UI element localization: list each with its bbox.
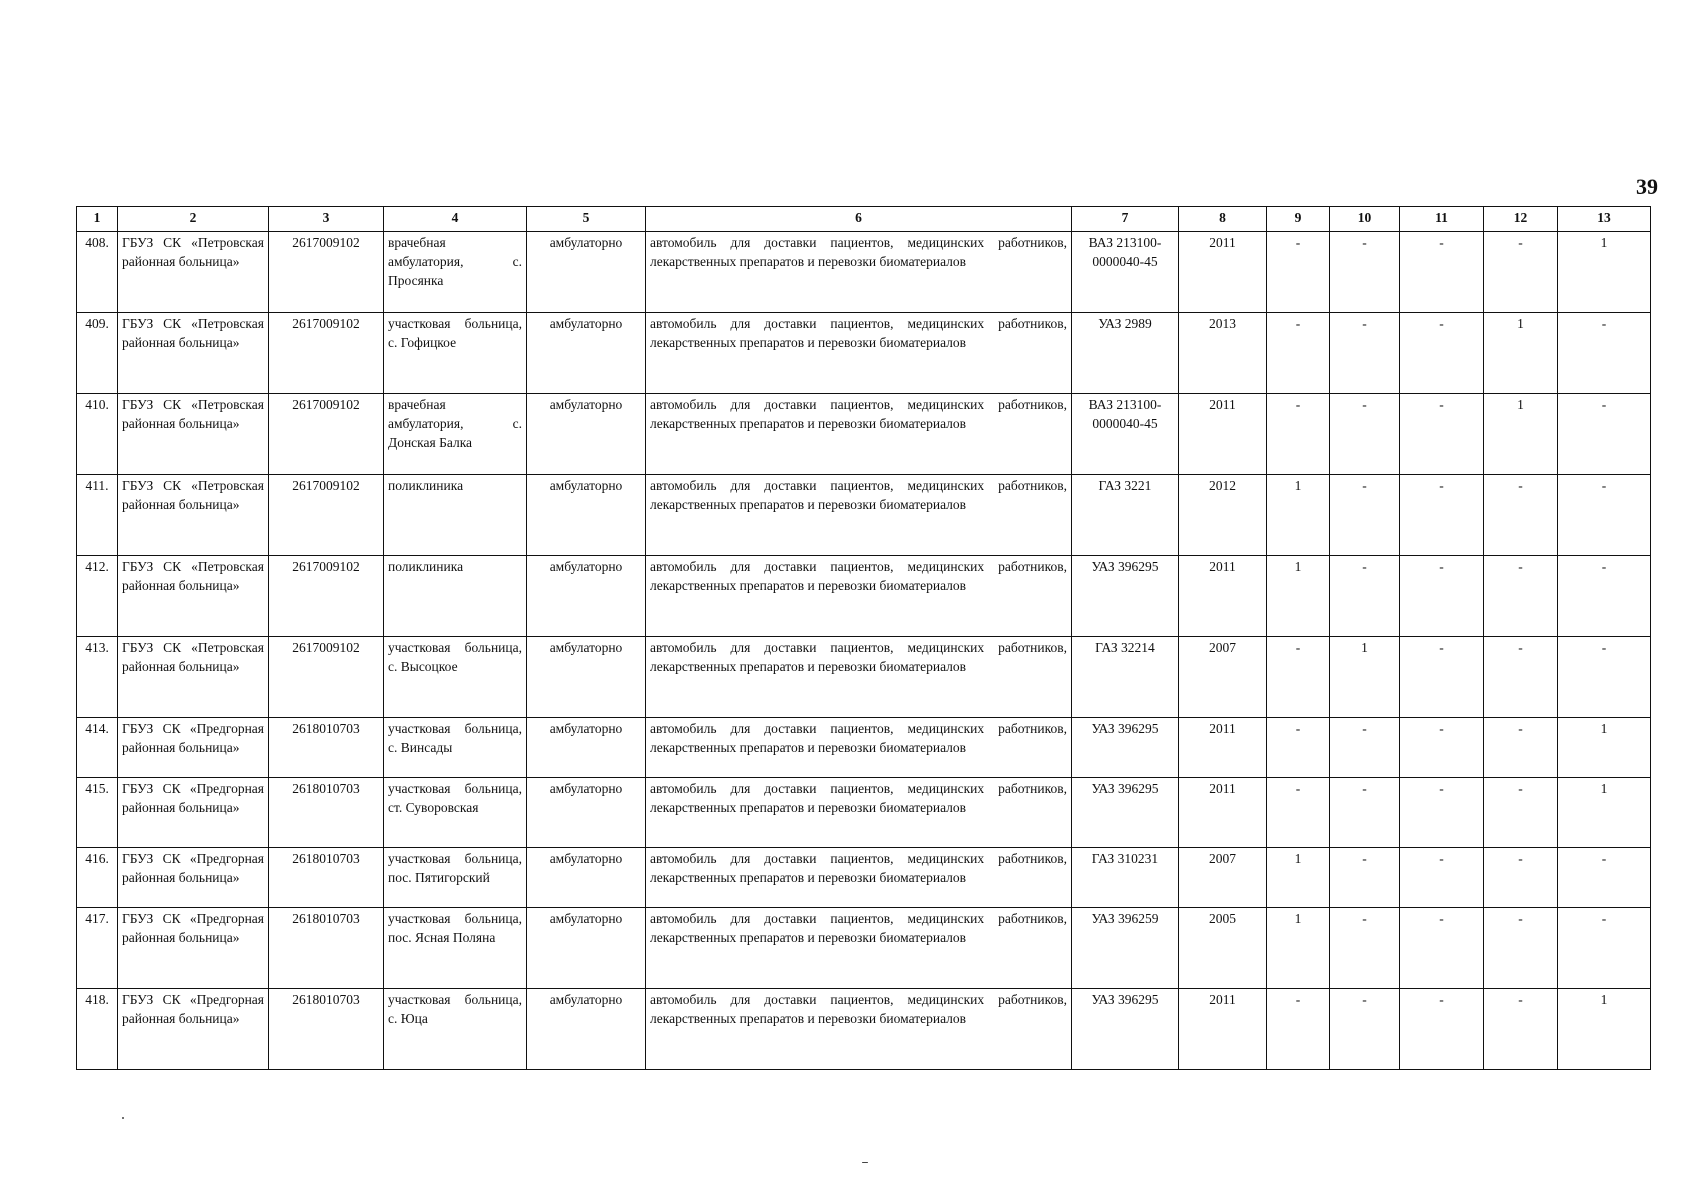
col9-cell: - xyxy=(1267,718,1330,778)
purpose-cell: автомобиль для доставки пациентов, медицинских работников, лекарственных препаратов и перевозки биоматериалов xyxy=(646,556,1072,637)
row-number: 409. xyxy=(77,313,118,394)
col11-cell: - xyxy=(1400,313,1484,394)
purpose-cell: автомобиль для доставки пациентов, медицинских работников, лекарственных препаратов и перевозки биоматериалов xyxy=(646,718,1072,778)
vehicle-model-cell: УАЗ 396259 xyxy=(1072,908,1179,989)
column-number-header: 7 xyxy=(1072,207,1179,232)
vehicle-model-cell: ВАЗ 213100-0000040-45 xyxy=(1072,394,1179,475)
table-row xyxy=(77,848,1651,908)
year-cell: 2011 xyxy=(1179,232,1267,313)
col12-cell: - xyxy=(1484,989,1558,1070)
vehicle-model-cell: ВАЗ 213100-0000040-45 xyxy=(1072,232,1179,313)
col12-cell: - xyxy=(1484,778,1558,848)
col9-cell: 1 xyxy=(1267,908,1330,989)
col9-cell: - xyxy=(1267,394,1330,475)
vehicle-model-cell: УАЗ 396295 xyxy=(1072,778,1179,848)
subdivision-cell: участковая больница, с. Винсады xyxy=(384,718,527,778)
col9-cell: - xyxy=(1267,778,1330,848)
col13-cell: - xyxy=(1558,313,1651,394)
year-cell: 2011 xyxy=(1179,556,1267,637)
care-mode-cell: амбулаторно xyxy=(527,778,646,848)
subdivision-cell: врачебная амбулатория, с. Просянка xyxy=(384,232,527,313)
subdivision-cell: поликлиника xyxy=(384,556,527,637)
col10-cell: - xyxy=(1330,989,1400,1070)
inn-cell: 2618010703 xyxy=(269,989,384,1070)
subdivision-cell: врачебная амбулатория, с. Донская Балка xyxy=(384,394,527,475)
row-number: 408. xyxy=(77,232,118,313)
row-number: 417. xyxy=(77,908,118,989)
care-mode-cell: амбулаторно xyxy=(527,908,646,989)
subdivision-cell: участковая больница, ст. Суворовская xyxy=(384,778,527,848)
organization-cell: ГБУЗ СК «Предгорная районная больница» xyxy=(118,718,269,778)
vehicle-model-cell: УАЗ 396295 xyxy=(1072,989,1179,1070)
col13-cell: - xyxy=(1558,394,1651,475)
subdivision-cell: участковая больница, с. Высоцкое xyxy=(384,637,527,718)
col11-cell: - xyxy=(1400,778,1484,848)
col13-cell: - xyxy=(1558,848,1651,908)
table-row xyxy=(77,475,1651,556)
inn-cell: 2617009102 xyxy=(269,232,384,313)
col13-cell: - xyxy=(1558,475,1651,556)
year-cell: 2013 xyxy=(1179,313,1267,394)
table-row xyxy=(77,394,1651,475)
col12-cell: 1 xyxy=(1484,313,1558,394)
row-number: 414. xyxy=(77,718,118,778)
table-row xyxy=(77,989,1651,1070)
col9-cell: - xyxy=(1267,637,1330,718)
organization-cell: ГБУЗ СК «Петровская районная больница» xyxy=(118,232,269,313)
col10-cell: - xyxy=(1330,232,1400,313)
col10-cell: - xyxy=(1330,394,1400,475)
col11-cell: - xyxy=(1400,718,1484,778)
column-number-header: 10 xyxy=(1330,207,1400,232)
inn-cell: 2618010703 xyxy=(269,848,384,908)
table-body xyxy=(77,232,1651,1070)
col10-cell: - xyxy=(1330,475,1400,556)
care-mode-cell: амбулаторно xyxy=(527,556,646,637)
purpose-cell: автомобиль для доставки пациентов, медицинских работников, лекарственных препаратов и перевозки биоматериалов xyxy=(646,394,1072,475)
organization-cell: ГБУЗ СК «Петровская районная больница» xyxy=(118,556,269,637)
col13-cell: 1 xyxy=(1558,718,1651,778)
vehicle-model-cell: УАЗ 2989 xyxy=(1072,313,1179,394)
table-row xyxy=(77,556,1651,637)
year-cell: 2011 xyxy=(1179,989,1267,1070)
col13-cell: - xyxy=(1558,908,1651,989)
scan-speck xyxy=(122,1117,124,1119)
col11-cell: - xyxy=(1400,989,1484,1070)
vehicle-model-cell: ГАЗ 32214 xyxy=(1072,637,1179,718)
col9-cell: - xyxy=(1267,232,1330,313)
col11-cell: - xyxy=(1400,394,1484,475)
subdivision-cell: участковая больница, пос. Ясная Поляна xyxy=(384,908,527,989)
year-cell: 2011 xyxy=(1179,718,1267,778)
subdivision-cell: участковая больница, с. Юца xyxy=(384,989,527,1070)
column-number-header: 8 xyxy=(1179,207,1267,232)
col10-cell: - xyxy=(1330,908,1400,989)
column-number-header: 6 xyxy=(646,207,1072,232)
care-mode-cell: амбулаторно xyxy=(527,989,646,1070)
inn-cell: 2617009102 xyxy=(269,313,384,394)
row-number: 411. xyxy=(77,475,118,556)
col10-cell: - xyxy=(1330,556,1400,637)
vehicle-model-cell: ГАЗ 310231 xyxy=(1072,848,1179,908)
table-row xyxy=(77,637,1651,718)
organization-cell: ГБУЗ СК «Петровская районная больница» xyxy=(118,313,269,394)
purpose-cell: автомобиль для доставки пациентов, медицинских работников, лекарственных препаратов и перевозки биоматериалов xyxy=(646,989,1072,1070)
inn-cell: 2618010703 xyxy=(269,778,384,848)
subdivision-cell: участковая больница, с. Гофицкое xyxy=(384,313,527,394)
col9-cell: - xyxy=(1267,989,1330,1070)
col12-cell: - xyxy=(1484,232,1558,313)
table-row xyxy=(77,313,1651,394)
col9-cell: - xyxy=(1267,313,1330,394)
care-mode-cell: амбулаторно xyxy=(527,475,646,556)
col11-cell: - xyxy=(1400,556,1484,637)
care-mode-cell: амбулаторно xyxy=(527,232,646,313)
inn-cell: 2617009102 xyxy=(269,475,384,556)
organization-cell: ГБУЗ СК «Предгорная районная больница» xyxy=(118,778,269,848)
col11-cell: - xyxy=(1400,848,1484,908)
purpose-cell: автомобиль для доставки пациентов, медицинских работников, лекарственных препаратов и перевозки биоматериалов xyxy=(646,475,1072,556)
year-cell: 2012 xyxy=(1179,475,1267,556)
row-number: 415. xyxy=(77,778,118,848)
col13-cell: 1 xyxy=(1558,778,1651,848)
column-number-header-row xyxy=(77,207,1651,232)
col12-cell: - xyxy=(1484,908,1558,989)
organization-cell: ГБУЗ СК «Предгорная районная больница» xyxy=(118,908,269,989)
organization-cell: ГБУЗ СК «Предгорная районная больница» xyxy=(118,989,269,1070)
col10-cell: - xyxy=(1330,313,1400,394)
care-mode-cell: амбулаторно xyxy=(527,394,646,475)
row-number: 413. xyxy=(77,637,118,718)
col9-cell: 1 xyxy=(1267,475,1330,556)
inn-cell: 2617009102 xyxy=(269,556,384,637)
col9-cell: 1 xyxy=(1267,848,1330,908)
col9-cell: 1 xyxy=(1267,556,1330,637)
care-mode-cell: амбулаторно xyxy=(527,718,646,778)
inn-cell: 2618010703 xyxy=(269,908,384,989)
scan-speck xyxy=(862,1162,868,1163)
column-number-header: 9 xyxy=(1267,207,1330,232)
year-cell: 2007 xyxy=(1179,637,1267,718)
year-cell: 2011 xyxy=(1179,778,1267,848)
row-number: 412. xyxy=(77,556,118,637)
page-number: 39 xyxy=(1636,174,1658,199)
subdivision-cell: поликлиника xyxy=(384,475,527,556)
purpose-cell: автомобиль для доставки пациентов, медицинских работников, лекарственных препаратов и перевозки биоматериалов xyxy=(646,908,1072,989)
column-number-header: 4 xyxy=(384,207,527,232)
inn-cell: 2617009102 xyxy=(269,637,384,718)
col10-cell: - xyxy=(1330,778,1400,848)
col12-cell: - xyxy=(1484,848,1558,908)
col13-cell: - xyxy=(1558,637,1651,718)
col11-cell: - xyxy=(1400,232,1484,313)
care-mode-cell: амбулаторно xyxy=(527,313,646,394)
row-number: 418. xyxy=(77,989,118,1070)
col13-cell: - xyxy=(1558,556,1651,637)
vehicle-register-table xyxy=(76,206,1651,1070)
organization-cell: ГБУЗ СК «Петровская районная больница» xyxy=(118,637,269,718)
care-mode-cell: амбулаторно xyxy=(527,848,646,908)
inn-cell: 2618010703 xyxy=(269,718,384,778)
column-number-header: 2 xyxy=(118,207,269,232)
vehicle-model-cell: УАЗ 396295 xyxy=(1072,718,1179,778)
col13-cell: 1 xyxy=(1558,989,1651,1070)
organization-cell: ГБУЗ СК «Петровская районная больница» xyxy=(118,394,269,475)
col11-cell: - xyxy=(1400,637,1484,718)
subdivision-cell: участковая больница, пос. Пятигорский xyxy=(384,848,527,908)
purpose-cell: автомобиль для доставки пациентов, медицинских работников, лекарственных препаратов и перевозки биоматериалов xyxy=(646,232,1072,313)
purpose-cell: автомобиль для доставки пациентов, медицинских работников, лекарственных препаратов и перевозки биоматериалов xyxy=(646,637,1072,718)
row-number: 410. xyxy=(77,394,118,475)
col13-cell: 1 xyxy=(1558,232,1651,313)
purpose-cell: автомобиль для доставки пациентов, медицинских работников, лекарственных препаратов и перевозки биоматериалов xyxy=(646,848,1072,908)
col12-cell: - xyxy=(1484,475,1558,556)
care-mode-cell: амбулаторно xyxy=(527,637,646,718)
column-number-header: 5 xyxy=(527,207,646,232)
col10-cell: 1 xyxy=(1330,637,1400,718)
year-cell: 2007 xyxy=(1179,848,1267,908)
col10-cell: - xyxy=(1330,718,1400,778)
table-row xyxy=(77,908,1651,989)
col12-cell: 1 xyxy=(1484,394,1558,475)
vehicle-model-cell: УАЗ 396295 xyxy=(1072,556,1179,637)
organization-cell: ГБУЗ СК «Предгорная районная больница» xyxy=(118,848,269,908)
organization-cell: ГБУЗ СК «Петровская районная больница» xyxy=(118,475,269,556)
purpose-cell: автомобиль для доставки пациентов, медицинских работников, лекарственных препаратов и перевозки биоматериалов xyxy=(646,778,1072,848)
col11-cell: - xyxy=(1400,475,1484,556)
table-row xyxy=(77,778,1651,848)
col12-cell: - xyxy=(1484,556,1558,637)
year-cell: 2005 xyxy=(1179,908,1267,989)
col12-cell: - xyxy=(1484,718,1558,778)
column-number-header: 13 xyxy=(1558,207,1651,232)
col12-cell: - xyxy=(1484,637,1558,718)
table-row xyxy=(77,718,1651,778)
inn-cell: 2617009102 xyxy=(269,394,384,475)
year-cell: 2011 xyxy=(1179,394,1267,475)
column-number-header: 11 xyxy=(1400,207,1484,232)
column-number-header: 1 xyxy=(77,207,118,232)
purpose-cell: автомобиль для доставки пациентов, медицинских работников, лекарственных препаратов и перевозки биоматериалов xyxy=(646,313,1072,394)
column-number-header: 12 xyxy=(1484,207,1558,232)
table-row xyxy=(77,232,1651,313)
row-number: 416. xyxy=(77,848,118,908)
column-number-header: 3 xyxy=(269,207,384,232)
col10-cell: - xyxy=(1330,848,1400,908)
vehicle-model-cell: ГАЗ 3221 xyxy=(1072,475,1179,556)
col11-cell: - xyxy=(1400,908,1484,989)
